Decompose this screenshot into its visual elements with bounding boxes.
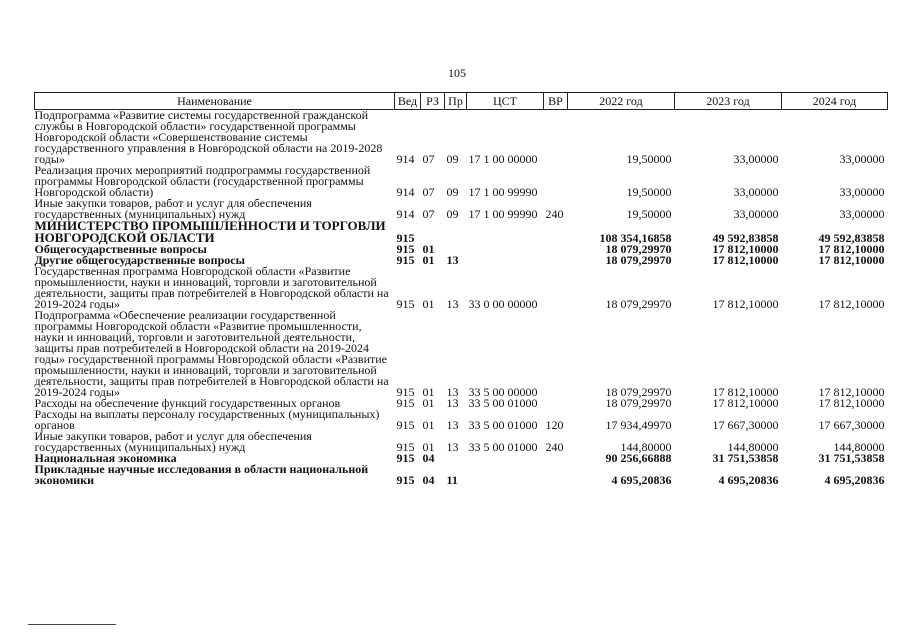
cell-cst: 33 5 00 01000: [468, 440, 538, 454]
cell-y2023: 31 751,53858: [712, 451, 779, 465]
cell-ved: 914: [396, 207, 415, 221]
cell-y2024: 17 812,10000: [818, 253, 885, 267]
cell-name: Общегосударственные вопросы: [34, 242, 207, 256]
cell-pr: 09: [446, 185, 459, 199]
cell-rz: 01: [422, 242, 435, 256]
cell-vr: [544, 266, 568, 310]
cell-pr: [445, 220, 467, 244]
cell-ved: 915: [396, 297, 415, 311]
cell-y2023: 17 667,30000: [712, 418, 779, 432]
header-2023: 2023 год: [675, 93, 782, 110]
cell-cst: [467, 220, 544, 244]
cell-rz: 01: [422, 440, 435, 454]
cell-y2024: 33,00000: [839, 152, 885, 166]
cell-pr: 13: [446, 440, 459, 454]
cell-vr: [544, 165, 568, 198]
cell-y2022: 18 079,29970: [605, 396, 672, 410]
cell-ved: 915: [396, 242, 415, 256]
cell-vr: [544, 220, 568, 244]
cell-y2023: 17 812,10000: [712, 253, 779, 267]
cell-name: Реализация прочих мероприятий подпрограммы государственной программы Новгородской области (государственной программы Новгородской области): [34, 163, 371, 199]
cell-cst: [467, 244, 544, 255]
cell-ved: 914: [396, 152, 415, 166]
cell-y2023: 144,80000: [727, 440, 779, 454]
cell-ved: 915: [396, 451, 415, 465]
header-2022: 2022 год: [568, 93, 675, 110]
cell-y2022: 18 079,29970: [605, 253, 672, 267]
cell-y2024: 17 812,10000: [818, 385, 885, 399]
footnote-rule: [28, 624, 116, 625]
cell-vr: [544, 255, 568, 266]
cell-y2022: 108 354,16858: [599, 231, 672, 245]
table-row: [35, 220, 888, 244]
cell-pr: 11: [446, 473, 458, 487]
table-row: [35, 431, 888, 453]
header-2024: 2024 год: [782, 93, 888, 110]
cell-rz: 01: [422, 297, 435, 311]
cell-ved: 915: [396, 396, 415, 410]
cell-ved: 915: [396, 473, 415, 487]
cell-cst: 17 1 00 99990: [468, 185, 538, 199]
cell-ved: 914: [396, 185, 415, 199]
header-pr: Пр: [445, 93, 467, 110]
cell-name: Иные закупки товаров, работ и услуг для обеспечения государственных (муниципальных) нужд: [34, 196, 312, 221]
table-row: [35, 464, 888, 486]
cell-pr: 13: [446, 297, 459, 311]
table-header-row: [35, 93, 888, 110]
cell-y2023: 4 695,20836: [718, 473, 779, 487]
cell-name: Подпрограмма «Развитие системы государственной гражданской службы в Новгородской области» государственной программы Новгородской области «Совершенствование системы государственного управления в Новгородской области на 2019-2028 годы»: [34, 108, 383, 166]
cell-pr: 09: [446, 207, 459, 221]
cell-ved: 915: [396, 231, 415, 245]
cell-rz: 01: [422, 396, 435, 410]
page-number: 105: [448, 66, 466, 80]
cell-y2023: 17 812,10000: [712, 385, 779, 399]
cell-rz: 07: [422, 152, 435, 166]
cell-y2024: 31 751,53858: [818, 451, 885, 465]
cell-name: Иные закупки товаров, работ и услуг для обеспечения государственных (муниципальных) нужд: [34, 429, 312, 454]
header-cst: ЦСТ: [467, 93, 544, 110]
cell-cst: [467, 464, 544, 486]
cell-cst: [467, 255, 544, 266]
cell-y2022: 18 079,29970: [605, 385, 672, 399]
cell-rz: 07: [422, 185, 435, 199]
cell-rz: 07: [422, 207, 435, 221]
cell-pr: 09: [446, 152, 459, 166]
table-row: [35, 198, 888, 220]
header-rz: РЗ: [421, 93, 445, 110]
cell-name: Национальная экономика: [34, 451, 177, 465]
cell-y2022: 19,50000: [626, 207, 672, 221]
cell-y2022: 18 079,29970: [605, 242, 672, 256]
table-row: [35, 165, 888, 198]
table-row: [35, 310, 888, 398]
cell-vr: 120: [545, 418, 564, 432]
cell-y2023: 17 812,10000: [712, 297, 779, 311]
cell-vr: [544, 244, 568, 255]
cell-y2024: 33,00000: [839, 207, 885, 221]
cell-name: Государственная программа Новгородской области «Развитие промышленности, науки и инноваций, торговли и заготовительной деятельности, защиты прав потребителей в Новгородской области на 2019-2024 годы»: [34, 264, 389, 311]
cell-cst: 33 5 00 01000: [468, 418, 538, 432]
cell-cst: 33 5 00 01000: [468, 396, 538, 410]
cell-cst: 17 1 00 99990: [468, 207, 538, 221]
cell-vr: [544, 310, 568, 398]
cell-y2022: 19,50000: [626, 152, 672, 166]
header-name: Наименование: [35, 93, 395, 110]
cell-vr: [544, 453, 568, 464]
cell-cst: 33 5 00 00000: [468, 385, 538, 399]
cell-rz: 01: [422, 418, 435, 432]
cell-vr: 240: [545, 440, 564, 454]
cell-y2024: 17 667,30000: [818, 418, 885, 432]
cell-y2023: 33,00000: [733, 152, 779, 166]
table-row: [35, 409, 888, 431]
cell-y2022: 4 695,20836: [611, 473, 672, 487]
cell-y2024: 33,00000: [839, 185, 885, 199]
cell-vr: [544, 110, 568, 166]
cell-y2024: 4 695,20836: [824, 473, 885, 487]
cell-name: Расходы на выплаты персоналу государственных (муниципальных) органов: [34, 407, 380, 432]
cell-vr: [544, 398, 568, 409]
cell-pr: 13: [446, 418, 459, 432]
cell-rz: 01: [422, 385, 435, 399]
cell-y2023: 17 812,10000: [712, 396, 779, 410]
cell-name: Подпрограмма «Обеспечение реализации государственной программы Новгородской области «Развитие промышленности, науки и инноваций, торговли и заготовительной деятельности, защиты прав потребителей в Новгородской области на 2019-2024 годы» государственной программы Новгородской области «Развитие промышленности, науки и инноваций, торговли и заготовительной деятельности, защиты прав потребителей в Новгородской области на 2019-2024 годы»: [34, 308, 389, 399]
cell-y2022: 19,50000: [626, 185, 672, 199]
cell-y2023: 33,00000: [733, 207, 779, 221]
cell-rz: 04: [422, 451, 435, 465]
cell-ved: 915: [396, 385, 415, 399]
cell-pr: [445, 453, 467, 464]
cell-rz: [421, 220, 445, 244]
cell-y2023: 17 812,10000: [712, 242, 779, 256]
table-row: [35, 266, 888, 310]
budget-table: [34, 92, 888, 486]
cell-pr: 13: [446, 253, 459, 267]
cell-y2023: 33,00000: [733, 185, 779, 199]
cell-y2023: 49 592,83858: [712, 231, 779, 245]
cell-name: Прикладные научные исследования в области национальной экономики: [34, 462, 369, 487]
cell-rz: 04: [422, 473, 435, 487]
cell-y2024: 17 812,10000: [818, 396, 885, 410]
cell-pr: 13: [446, 385, 459, 399]
cell-name: МИНИСТЕРСТВО ПРОМЫШЛЕННОСТИ И ТОРГОВЛИ НОВГОРОДСКОЙ ОБЛАСТИ: [34, 218, 386, 245]
cell-y2022: 90 256,66888: [605, 451, 672, 465]
cell-ved: 915: [396, 253, 415, 267]
cell-y2022: 18 079,29970: [605, 297, 672, 311]
cell-y2024: 17 812,10000: [818, 242, 885, 256]
cell-y2024: 49 592,83858: [818, 231, 885, 245]
cell-y2022: 144,80000: [620, 440, 672, 454]
cell-cst: [467, 453, 544, 464]
cell-name: Расходы на обеспечение функций государственных органов: [34, 396, 341, 410]
cell-y2024: 144,80000: [833, 440, 885, 454]
cell-cst: 33 0 00 00000: [468, 297, 538, 311]
cell-ved: 915: [396, 418, 415, 432]
cell-name: Другие общегосударственные вопросы: [34, 253, 245, 267]
cell-y2024: 17 812,10000: [818, 297, 885, 311]
table-body: [35, 110, 888, 487]
cell-pr: 13: [446, 396, 459, 410]
header-ved: Вед: [395, 93, 421, 110]
cell-ved: 915: [396, 440, 415, 454]
table-row: [35, 110, 888, 166]
cell-cst: 17 1 00 00000: [468, 152, 538, 166]
header-vr: ВР: [544, 93, 568, 110]
cell-y2022: 17 934,49970: [605, 418, 672, 432]
cell-vr: 240: [545, 207, 564, 221]
cell-vr: [544, 464, 568, 486]
cell-rz: 01: [422, 253, 435, 267]
